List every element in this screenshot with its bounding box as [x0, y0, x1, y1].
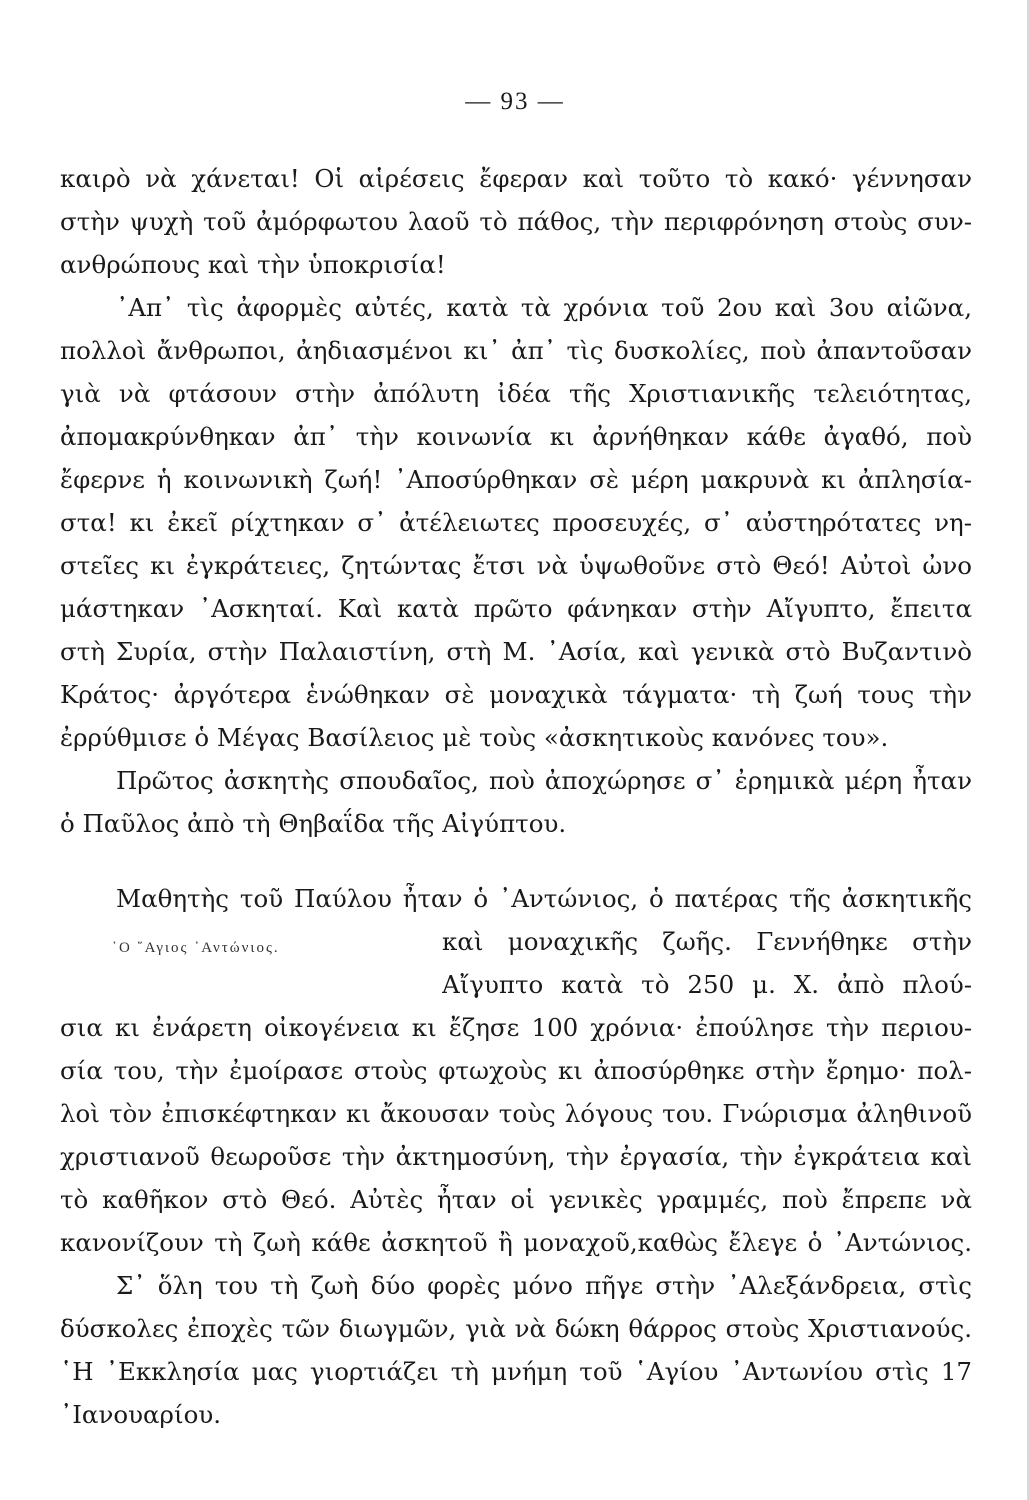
text-line: στα! κι ἐκεῖ ρίχτηκαν σ᾿ ἀτέλειωτες προσευχές, σ᾿ αὐστηρότατες νη- — [60, 508, 972, 537]
text-line: ᾿Ιανουαρίου. — [60, 1400, 221, 1429]
text-line: ανθρώπους καὶ τὴν ὑποκρισία! — [60, 250, 446, 279]
text-line: μάστηκαν ᾿Ασκηταί. Καὶ κατὰ πρῶτο φάνηκαν στὴν Αἴγυπτο, ἔπειτα — [60, 594, 972, 623]
text-line: Κράτος· ἀργότερα ἑνώθηκαν σὲ μοναχικὰ τάγματα· τὴ ζωή τους τὴν — [60, 680, 972, 709]
text-line: ἀπομακρύνθηκαν ἀπ᾿ τὴν κοινωνία κι ἀρνήθηκαν κάθε ἀγαθό, ποὺ — [60, 422, 972, 451]
text-line: τὸ καθῆκον στὸ Θεό. Αὐτὲς ἦταν οἱ γενικὲς γραμμές, ποὺ ἔπρεπε νὰ — [60, 1185, 972, 1214]
text-line: Σ᾿ ὅλη του τὴ ζωὴ δύο φορὲς μόνο πῆγε στὴν ᾿Αλεξάνδρεια, στὶς — [116, 1271, 972, 1300]
text-line: καιρὸ νὰ χάνεται! Οἱ αἱρέσεις ἔφεραν καὶ τοῦτο τὸ κακό· γέννησαν — [60, 164, 972, 193]
text-line: ᾿Απ᾿ τὶς ἀφορμὲς αὐτές, κατὰ τὰ χρόνια τοῦ 2ου καὶ 3ου αἰῶνα, — [116, 293, 972, 322]
figure-caption: ῾Ο ῞Αγιος ᾿Αντώνιος. — [112, 940, 280, 956]
text-line: στὴν ψυχὴ τοῦ ἀμόρφωτου λαοῦ τὸ πάθος, τὴν περιφρόνηση στοὺς συν- — [60, 207, 972, 236]
text-line: κανονίζουν τὴ ζωὴ κάθε ἀσκητοῦ ἢ μοναχοῦ,καθὼς ἔλεγε ὁ ᾿Αντώνιος. — [60, 1228, 972, 1257]
text-line: λοὶ τὸν ἐπισκέφτηκαν κι ἄκουσαν τοὺς λόγους του. Γνώρισμα ἀληθινοῦ — [60, 1099, 972, 1128]
text-line: χριστιανοῦ θεωροῦσε τὴν ἀκτημοσύνη, τὴν ἐργασία, τὴν ἐγκράτεια καὶ — [60, 1142, 972, 1171]
text-line: ἔφερνε ἡ κοινωνικὴ ζωή! ᾿Αποσύρθηκαν σὲ μέρη μακρυνὰ κι ἀπλησία- — [60, 465, 972, 494]
text-line: Πρῶτος ἀσκητὴς σπουδαῖος, ποὺ ἀποχώρησε σ᾿ ἐρημικὰ μέρη ἦταν — [116, 766, 972, 795]
text-line: δύσκολες ἐποχὲς τῶν διωγμῶν, γιὰ νὰ δώκη θάρρος στοὺς Χριστιανούς. — [60, 1314, 972, 1343]
text-line: στεῖες κι ἐγκράτειες, ζητώντας ἔτσι νὰ ὑψωθοῦνε στὸ Θεό! Αὐτοὶ ὠνο — [60, 551, 972, 580]
text-line: πολλοὶ ἄνθρωποι, ἀηδιασμένοι κι᾿ ἀπ᾿ τὶς δυσκολίες, ποὺ ἀπαντοῦσαν — [60, 336, 972, 365]
text-line: σια κι ἐνάρετη οἰκογένεια κι ἔζησε 100 χρόνια· ἐπούλησε τὴν περιου- — [60, 1013, 972, 1042]
text-line: ῾Η ᾿Εκκλησία μας γιορτιάζει τὴ μνήμη τοῦ ῾Αγίου ᾿Αντωνίου στὶς 17 — [60, 1357, 972, 1386]
text-line: Μαθητὴς τοῦ Παύλου ἦταν ὁ ᾿Αντώνιος, ὁ πατέρας τῆς ἀσκητικῆς — [116, 884, 972, 913]
text-line: Αἴγυπτο κατὰ τὸ 250 μ. Χ. ἀπὸ πλού- — [442, 970, 972, 999]
text-line: γιὰ νὰ φτάσουν στὴν ἀπόλυτη ἰδέα τῆς Χριστιανικῆς τελειότητας, — [60, 379, 972, 408]
text-line: στὴ Συρία, στὴν Παλαιστίνη, στὴ Μ. ᾿Ασία, καὶ γενικὰ στὸ Βυζαντινὸ — [60, 637, 972, 666]
text-line: σία του, τὴν ἐμοίρασε στοὺς φτωχοὺς κι ἀποσύρθηκε στὴν ἔρημο· πολ- — [60, 1056, 972, 1085]
text-line: ὁ Παῦλος ἀπὸ τὴ Θηβαΐδα τῆς Αἰγύπτου. — [60, 809, 567, 838]
text-line: καὶ μοναχικῆς ζωῆς. Γεννήθηκε στὴν — [442, 927, 972, 956]
page-number: — 93 — — [465, 88, 565, 115]
text-line: ἐρρύθμισε ὁ Μέγας Βασίλειος μὲ τοὺς «ἀσκητικοὺς κανόνες του». — [60, 723, 889, 752]
